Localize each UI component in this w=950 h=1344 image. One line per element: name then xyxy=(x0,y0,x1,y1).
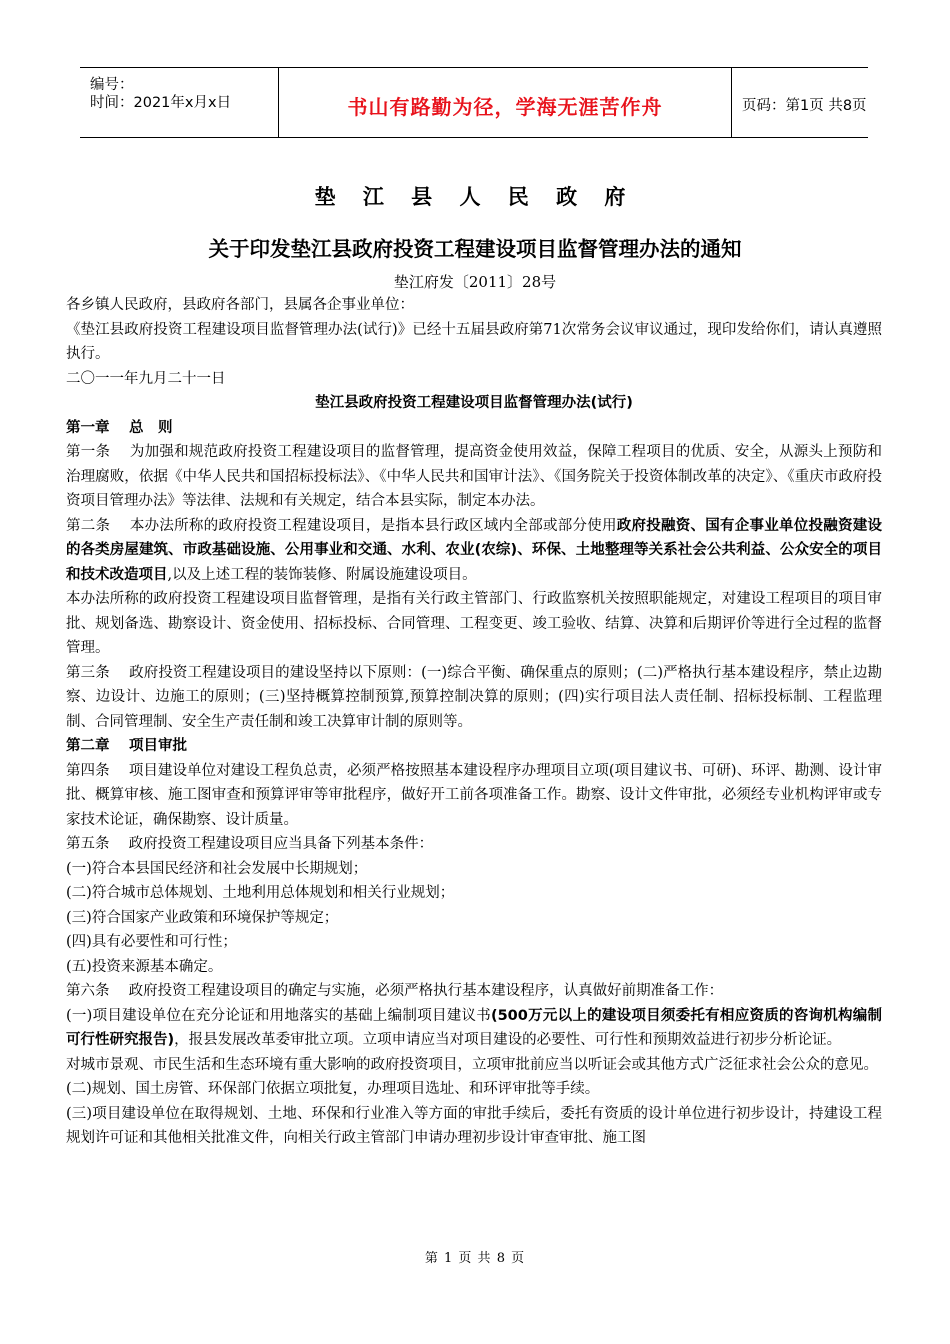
notice-title: 关于印发垫江县政府投资工程建设项目监督管理办法的通知 xyxy=(208,237,742,261)
issuing-authority-title: 垫 江 县 人 民 政 府 xyxy=(314,185,636,209)
article-paragraph xyxy=(66,514,882,588)
article-paragraph: 第四条 项目建设单位对建设工程负总责，必须严格按照基本建设程序办理项目立项(项目建议书、可研)、环评、勘测、设计审批、概算审核、施工图审查和预算评审等审批程序，做好开工前各项准备工作。勘察、设计文件审批，必须经专业机构评审或专家技术论证，确保勘察、设计质量。 xyxy=(66,762,882,828)
document-body xyxy=(66,293,882,1151)
article-text: ，报县发展改革委审批立项。立项申请应当对项目建设的必要性、可行性和预期效益进行初步分析论证。 xyxy=(174,1032,842,1048)
regulation-title: 垫江县政府投资工程建设项目监督管理办法(试行) xyxy=(315,395,633,411)
document-header xyxy=(80,67,868,138)
article-text: 第二条 本办法所称的政府投资工程建设项目，是指本县行政区域内全部或部分使用 xyxy=(66,517,617,534)
document-reference-number: 垫江府发〔2011〕28号 xyxy=(393,273,557,291)
chapter-heading: 第一章 总 则 xyxy=(66,419,173,436)
list-item: (三)项目建设单位在取得规划、土地、环保和行业准入等方面的审批手续后，委托有资质的设计单位进行初步设计，持建设工程规划许可证和其他相关批准文件，向相关行政主管部门申请办理初步设计审查审批、施工图 xyxy=(66,1105,882,1146)
article-text: (一)项目建设单位在充分论证和用地落实的基础上编制项目建议书 xyxy=(66,1007,491,1024)
page-footer: 第 1 页 共 8 页 xyxy=(424,1251,526,1266)
header-page-cell xyxy=(730,68,868,137)
header-motto-cell xyxy=(278,68,732,137)
article-paragraph: 本办法所称的政府投资工程建设项目监督管理，是指有关行政主管部门、行政监察机关按照职能规定，对建设工程项目的项目审批、规划备选、勘察设计、资金使用、招标投标、合同管理、工程变更、竣工验收、结算、决算和后期评价等进行全过程的监督管理。 xyxy=(66,591,882,656)
list-item: (四)具有必要性和可行性； xyxy=(66,934,237,950)
article-paragraph: 第六条 政府投资工程建设项目的确定与实施，必须严格执行基本建设程序，认真做好前期准备工作： xyxy=(66,983,724,999)
list-item xyxy=(66,1004,882,1053)
document-date: 时间：2021年x月x日 xyxy=(90,95,232,111)
article-text: ,以及上述工程的装饰装修、附属设施建设项目。 xyxy=(167,566,477,583)
issue-date: 二〇一一年九月二十一日 xyxy=(66,370,226,387)
list-item: (二)符合城市总体规划、土地利用总体规划和相关行业规划； xyxy=(66,885,455,901)
list-item: (五)投资来源基本确定。 xyxy=(66,958,223,975)
article-bold-text: (500万元以上的建设项目须委托有相应资质的咨询机构编制可行性研究报告) xyxy=(66,1007,882,1048)
list-item: (二)规划、国土房管、环保部门依据立项批复，办理项目选址、和环评审批等手续。 xyxy=(66,1081,600,1097)
list-item: (三)符合国家产业政策和环境保护等规定； xyxy=(66,909,339,926)
article-paragraph: 对城市景观、市民生活和生态环境有重大影响的政府投资项目，立项审批前应当以听证会或其他方式广泛征求社会公众的意见。 xyxy=(66,1056,878,1073)
motto-text: 书山有路勤为径，学海无涯苦作舟 xyxy=(347,95,663,119)
intro-paragraph: 《垫江县政府投资工程建设项目监督管理办法(试行)》已经十五届县政府第71次常务会议审议通过，现印发给你们，请认真遵照执行。 xyxy=(66,321,882,362)
list-item: (一)符合本县国民经济和社会发展中长期规划； xyxy=(66,860,368,877)
document-number-label: 编号： xyxy=(90,77,134,93)
chapter-heading: 第二章 项目审批 xyxy=(66,738,188,754)
header-info-cell xyxy=(80,68,278,137)
article-paragraph: 第三条 政府投资工程建设项目的建设坚持以下原则：(一)综合平衡、确保重点的原则；(二)严格执行基本建设程序，禁止边勘察、边设计、边施工的原则；(三)坚持概算控制预算,预算控制决算的原则；(四)实行项目法人责任制、招标投标制、工程监理制、合同管理制、安全生产责任制和竣工决算审计制的原则等。 xyxy=(66,664,882,730)
article-paragraph: 第一条 为加强和规范政府投资工程建设项目的监督管理，提高资金使用效益，保障工程项目的优质、安全，从源头上预防和治理腐败，依据《中华人民共和国招标投标法》、《中华人民共和国审计法》、《国务院关于投资体制改革的决定》、《重庆市政府投资项目管理办法》等法律、法规和有关规定，结合本县实际，制定本办法。 xyxy=(66,444,882,509)
article-paragraph: 第五条 政府投资工程建设项目应当具备下列基本条件： xyxy=(66,836,434,852)
article-bold-text: 政府投融资、国有企事业单位投融资建设的各类房屋建筑、市政基础设施、公用事业和交通、水利、农业(农综)、环保、土地整理等关系社会公共利益、公众安全的项目和技术改造项目 xyxy=(66,517,882,583)
header-page-number: 页码：第1页 共8页 xyxy=(742,98,867,114)
addressee: 各乡镇人民政府，县政府各部门，县属各企事业单位： xyxy=(66,297,414,313)
